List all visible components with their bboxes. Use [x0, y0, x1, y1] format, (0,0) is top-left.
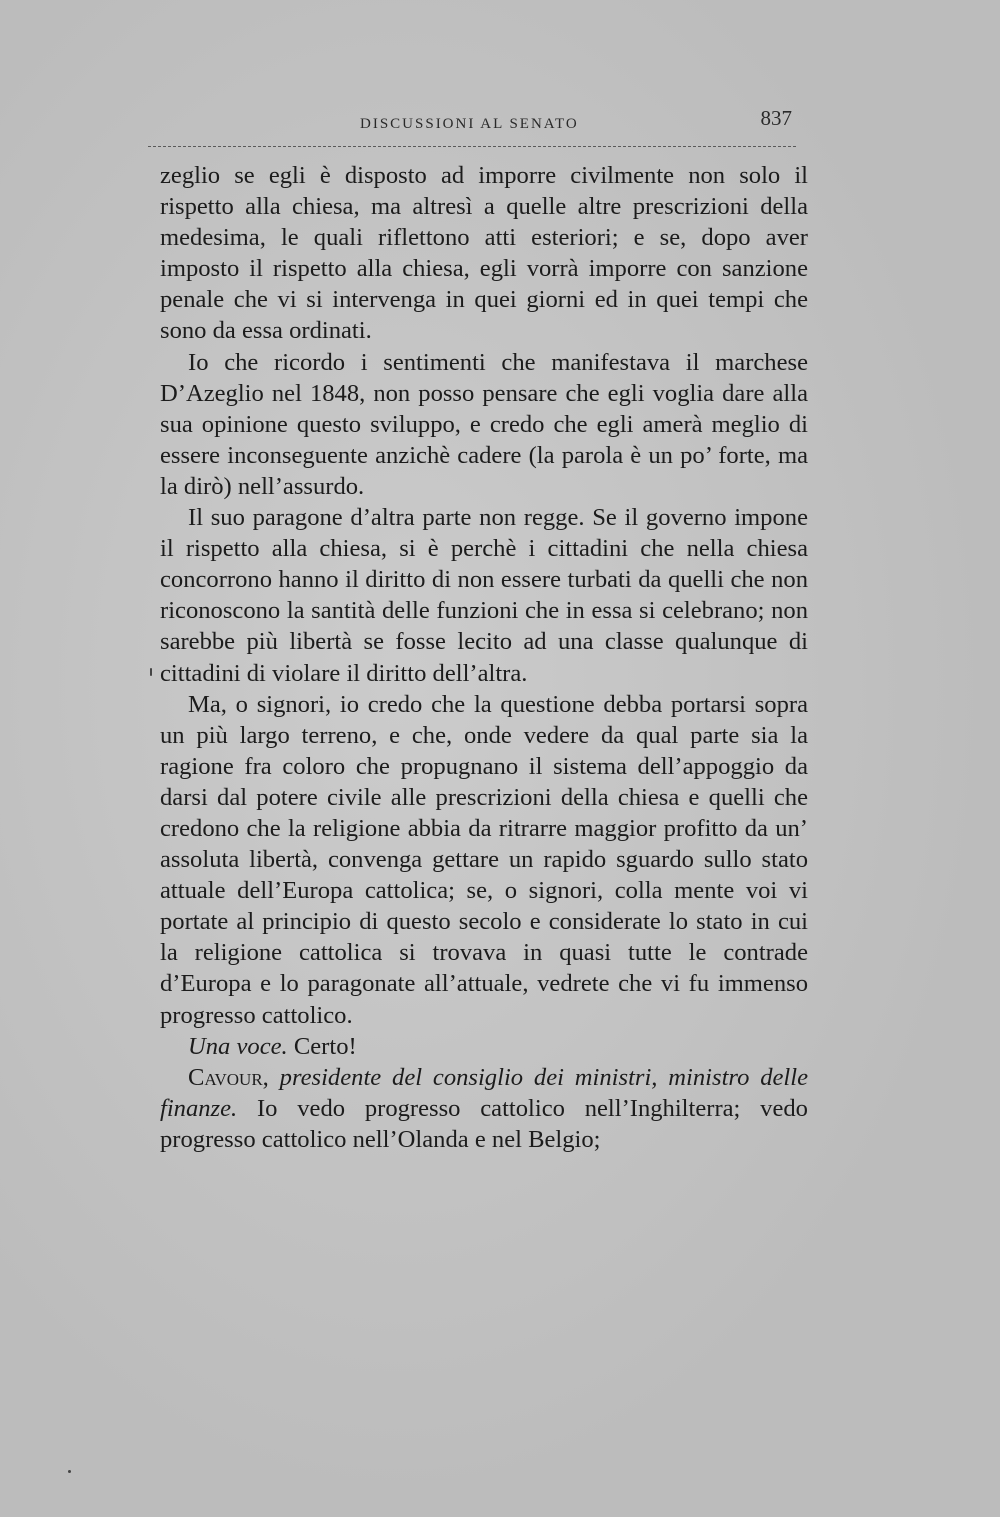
paragraph-2: Io che ricordo i sentimenti che manifestava il marchese D’Azeglio nel 1848, non posso pensare che egli voglia dare alla sua opinione questo sviluppo, e credo che egli amerà meglio di essere inconseguente anzichè cadere (la parola è un po’ forte, ma la dirò) nell’assurdo. — [160, 348, 808, 500]
page-number: 837 — [760, 106, 792, 130]
interjection-text: Certo! — [293, 1032, 357, 1060]
paragraph-4: Ma, o signori, io credo che la questione debba portarsi sopra un più largo terreno, e che, onde vedere da qual parte sia la ragione fra coloro che propugnano il sistema dell’appoggio da darsi dal potere civile alle prescrizioni della chiesa e quelli che credono che la religione abbia da ritrarre maggior profitto da un’ assoluta libertà, convenga gettare un rapido sguardo sullo stato attuale dell’Europa cattolica; se, o signori, colla mente voi vi portate al principio di questo secolo e considerate lo stato in cui la religione cattolica si trovava in quasi tutte le contrade d’Europa e lo paragonate all’attuale, vedrete che vi fu immenso progresso cattolico. — [160, 690, 808, 1029]
speaker-cavour: Cavour, — [188, 1063, 269, 1091]
paper-speck — [68, 1470, 71, 1473]
page-header — [148, 106, 796, 147]
speech-text: Io vedo progresso cattolico nell’Inghilterra; vedo progresso cattolico nell’Olanda e nel Belgio; — [160, 1094, 808, 1153]
running-head: DISCUSSIONI AL SENATO — [360, 116, 579, 132]
speaker-una-voce: Una voce. — [188, 1032, 288, 1060]
body-text — [160, 160, 808, 1155]
paper-speck — [150, 668, 152, 676]
speaker-role: presidente del consiglio dei ministri, ministro delle finanze. — [160, 1063, 808, 1122]
paragraph-1: zeglio se egli è disposto ad imporre civilmente non solo il rispetto alla chiesa, ma altresì a quelle altre prescrizioni della medesima, le quali riflettono atti esteriori; e se, dopo aver imposto il rispetto alla chiesa, egli vorrà imporre con sanzione penale che vi si intervenga in quei giorni ed in quei tempi che sono da essa ordinati. — [160, 162, 808, 345]
paragraph-3: Il suo paragone d’altra parte non regge. Se il governo impone il rispetto alla chiesa, si è perchè i cittadini che nella chiesa concorrono hanno il diritto di non essere turbati da quelli che non riconoscono la santità delle funzioni che in essa si celebrano; non sarebbe più libertà se fosse lecito ad una classe qualunque di cittadini di violare il diritto dell’altra. — [160, 504, 808, 687]
paragraph-6 — [160, 1062, 808, 1155]
paragraph-5 — [160, 1031, 808, 1062]
